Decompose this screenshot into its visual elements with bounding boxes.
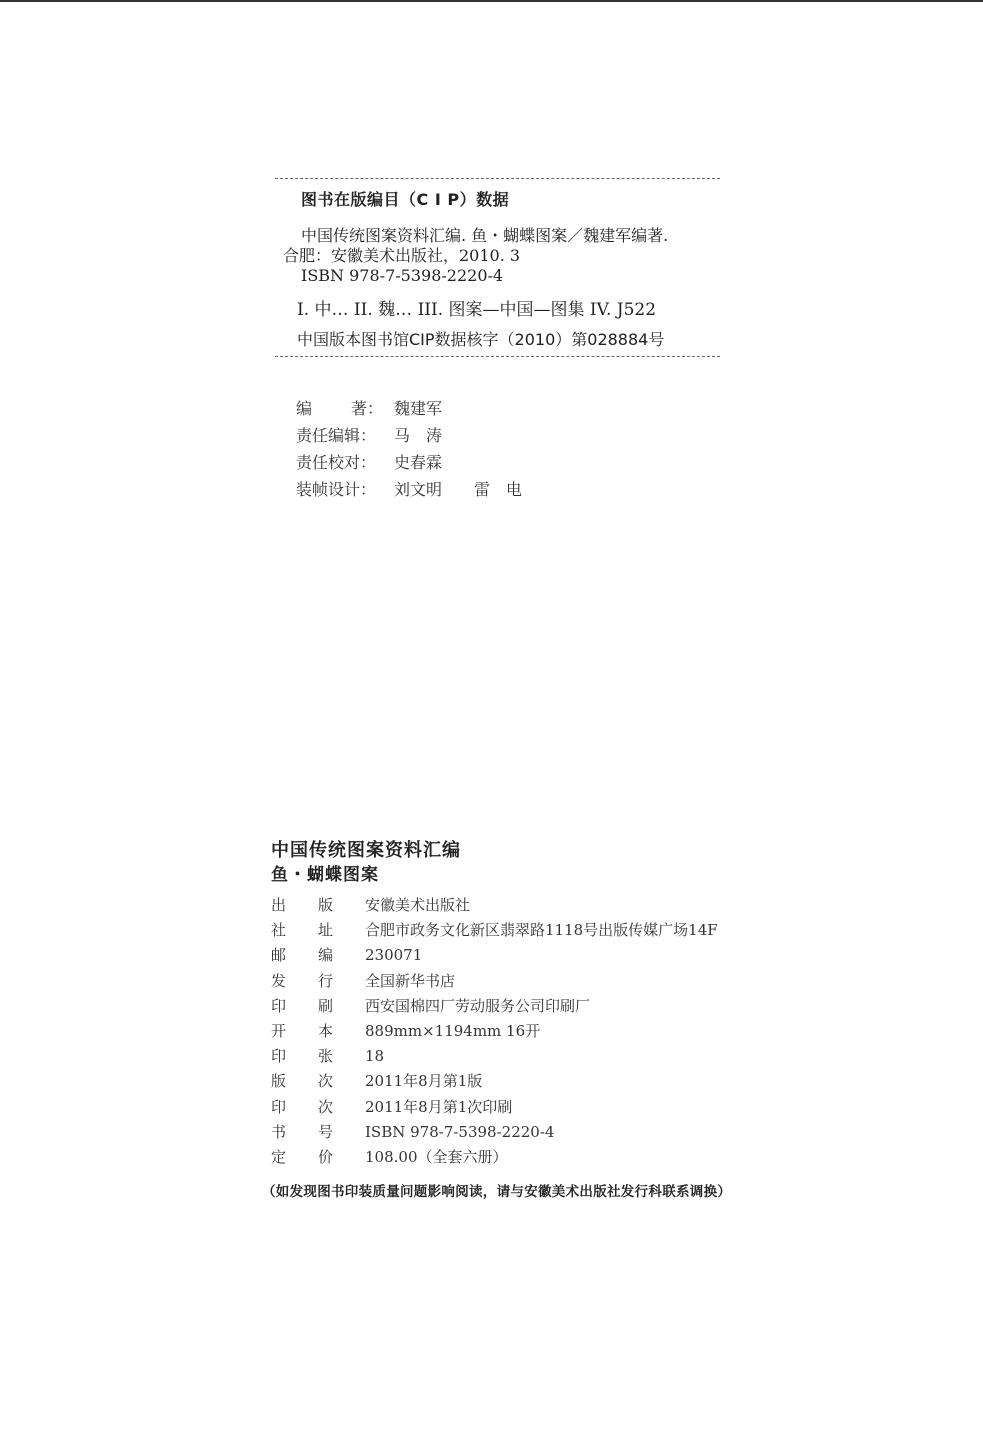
colophon-label: 定 价 bbox=[271, 1148, 334, 1167]
colophon-label: 印 刷 bbox=[271, 996, 334, 1015]
colophon-value: 安徽美术出版社 bbox=[365, 896, 471, 914]
cip-top-dashed-rule bbox=[275, 178, 720, 179]
staff-role bbox=[296, 395, 394, 422]
colophon-label: 出 版 bbox=[271, 896, 334, 914]
quality-notice: （如发现图书印装质量问题影响阅读，请与安徽美术出版社发行科联系调换） bbox=[262, 1184, 732, 1200]
colophon-value: 2011年8月第1次印刷 bbox=[365, 1097, 513, 1116]
colophon-value: 108.00（全套六册） bbox=[365, 1148, 508, 1167]
staff-row bbox=[296, 449, 522, 476]
colophon-label: 发 行 bbox=[271, 971, 334, 990]
colophon-value: 合肥市政务文化新区翡翠路1118号出版传媒广场14F bbox=[365, 921, 718, 940]
series-title: 中国传统图案资料汇编 bbox=[271, 840, 461, 861]
cip-data-block bbox=[275, 178, 720, 357]
colophon-label: 社 址 bbox=[271, 921, 334, 940]
colophon-label: 版 次 bbox=[271, 1072, 334, 1091]
staff-role: 责任校对： bbox=[296, 453, 377, 472]
cip-classification: I. 中… II. 魏… III. 图案—中国—图集 IV. J522 bbox=[297, 300, 657, 320]
staff-role: 装帧设计： bbox=[296, 480, 377, 499]
staff-row bbox=[296, 422, 522, 449]
colophon-row bbox=[271, 1145, 718, 1170]
colophon-row bbox=[271, 1019, 718, 1044]
staff-name: 史春霖 bbox=[394, 453, 443, 472]
cip-title: 图书在版编目（C I P）数据 bbox=[301, 190, 510, 209]
colophon-row bbox=[271, 893, 718, 918]
colophon-label: 印 张 bbox=[271, 1047, 334, 1066]
cip-entry-line-1: 中国传统图案资料汇编. 鱼・蝴蝶图案／魏建军编著. bbox=[301, 226, 669, 245]
colophon-label: 书 号 bbox=[271, 1122, 334, 1141]
colophon-row bbox=[271, 1120, 718, 1145]
cip-entry-line-2: 合肥：安徽美术出版社，2010. 3 bbox=[283, 246, 521, 265]
colophon-label: 邮 编 bbox=[271, 946, 334, 965]
colophon-row bbox=[271, 1044, 718, 1069]
colophon-value: 889mm×1194mm 16开 bbox=[365, 1022, 541, 1041]
staff-role-rest: 著： bbox=[351, 399, 384, 418]
colophon-row bbox=[271, 943, 718, 968]
colophon-row bbox=[271, 918, 718, 943]
colophon-label: 开 本 bbox=[271, 1022, 334, 1041]
colophon-value: 18 bbox=[365, 1047, 385, 1066]
staff-credits bbox=[296, 395, 522, 503]
colophon-value: 西安国棉四厂劳动服务公司印刷厂 bbox=[365, 996, 591, 1015]
staff-name: 马 涛 bbox=[394, 426, 443, 445]
colophon-row bbox=[271, 1069, 718, 1094]
colophon-value: 230071 bbox=[365, 946, 423, 965]
colophon-value: 全国新华书店 bbox=[365, 971, 456, 990]
colophon-value: 2011年8月第1版 bbox=[365, 1072, 483, 1091]
colophon-row bbox=[271, 994, 718, 1019]
staff-role-first: 编 bbox=[296, 399, 313, 418]
cip-bottom-dashed-rule bbox=[275, 356, 720, 357]
staff-role: 责任编辑： bbox=[296, 426, 377, 445]
cip-approval-number: 中国版本图书馆CIP数据核字（2010）第028884号 bbox=[297, 330, 665, 349]
cip-entry-line-3: ISBN 978-7-5398-2220-4 bbox=[301, 266, 504, 285]
staff-name: 刘文明 雷 电 bbox=[394, 480, 523, 499]
volume-title: 鱼・蝴蝶图案 bbox=[271, 865, 379, 885]
page-top-rule bbox=[0, 0, 983, 2]
colophon-label: 印 次 bbox=[271, 1097, 334, 1116]
colophon-row bbox=[271, 969, 718, 994]
staff-row bbox=[296, 395, 522, 422]
colophon-value: ISBN 978-7-5398-2220-4 bbox=[365, 1122, 555, 1141]
staff-name: 魏建军 bbox=[394, 399, 443, 418]
colophon-block bbox=[271, 838, 718, 1170]
staff-row bbox=[296, 476, 522, 503]
colophon-row bbox=[271, 1095, 718, 1120]
